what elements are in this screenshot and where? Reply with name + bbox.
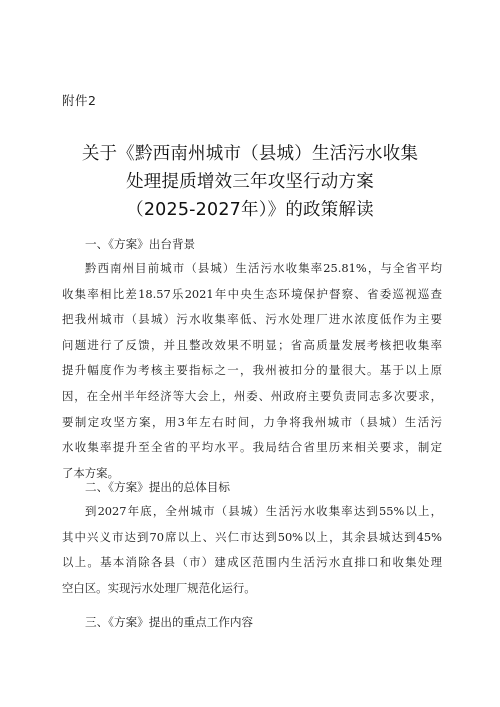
- section-2-line: 以上。基本消除各县（市）建成区范围内生活污水直排口和收集处理: [62, 555, 442, 570]
- section-1-line: 因，在全州半年经济等大会上，州委、州政府主要负责同志多次要求，: [62, 388, 442, 403]
- document-title-line-1: 关于《黔西南州城市（县城）生活污水收集: [81, 144, 419, 164]
- section-2-line: 空白区。实现污水处理厂规范化运行。: [62, 580, 256, 595]
- section-3-heading: 三、《方案》提出的重点工作内容: [85, 615, 254, 629]
- section-2-body: [62, 499, 442, 601]
- section-1-line: 把我州城市（县城）污水收集率低、污水处理厂进水浓度低作为主要: [62, 312, 442, 327]
- document-title-line-2: 处理提质增效三年攻坚行动方案: [126, 172, 374, 192]
- section-2-line: 到2027年底，全州城市（县城）生活污水收集率达到55%以上，: [85, 504, 442, 518]
- section-1-line: 要制定攻坚方案，用3年左右时间，力争将我州城市（县城）生活污: [62, 414, 442, 429]
- section-1-line: 收集率相比差18.57乐2021年中央生态环境保护督察、省委巡视巡查: [62, 286, 442, 301]
- section-1-line: 问题进行了反馈，并且整改效果不明显；省高质量发展考核把收集率: [62, 337, 442, 352]
- section-2-heading: 二、《方案》提出的总体目标: [85, 480, 230, 494]
- section-1-line: 黔西南州目前城市（县城）生活污水收集率25.81%，与全省平均: [85, 261, 442, 275]
- section-1-line: 了本方案。: [62, 465, 119, 480]
- section-1-line: 水收集率提升至全省的平均水平。我局结合省里历来相关要求，制定: [62, 440, 442, 455]
- section-1-body: [62, 256, 442, 486]
- section-1-line: 提升幅度作为考核主要指标之一，我州被扣分的量很大。基于以上原: [62, 363, 442, 378]
- document-title-line-3: （2025-2027年）》的政策解读: [126, 200, 374, 220]
- section-2-line: 其中兴义市达到70席以上、兴仁市达到50%以上，其余县城达到45%: [62, 529, 442, 544]
- attachment-label: 附件2: [62, 93, 97, 108]
- section-1-heading: 一、《方案》出台背景: [85, 237, 196, 251]
